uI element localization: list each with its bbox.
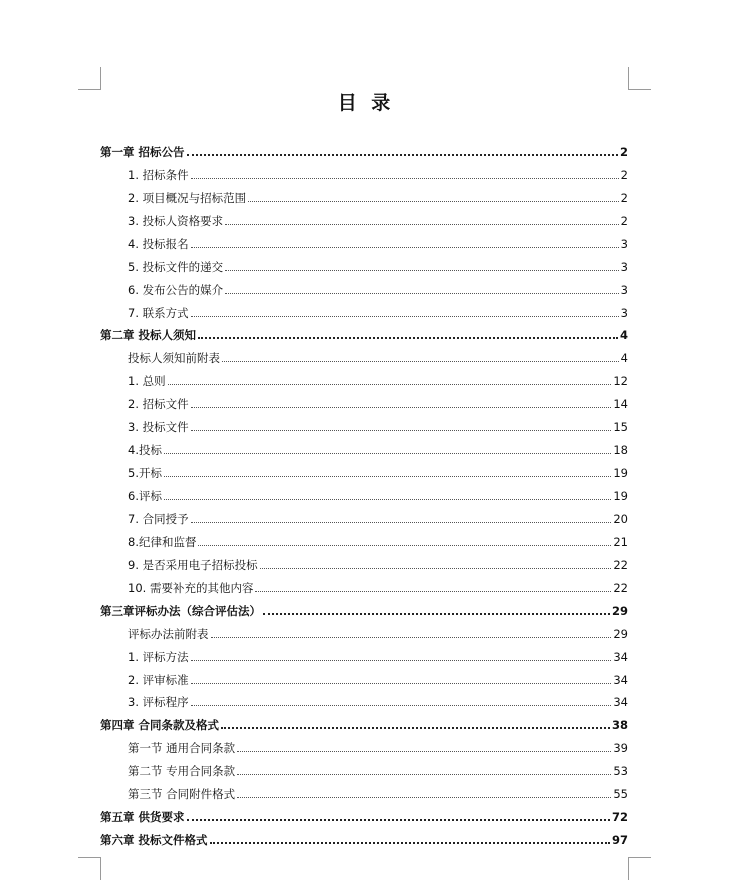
toc-entry-text: 8.纪律和监督 <box>128 534 197 549</box>
toc-page-number: 3 <box>620 282 628 297</box>
toc-page-number: 19 <box>613 489 628 503</box>
toc-entry-text: 5. 投标文件的递交 <box>128 259 224 274</box>
toc-page-number: 14 <box>613 397 628 412</box>
toc-page-number: 39 <box>613 741 628 756</box>
toc-entry-text: 3. 投标人资格要求 <box>128 213 224 228</box>
toc-dot-leader <box>187 154 618 156</box>
toc-section-entry[interactable] <box>100 389 628 412</box>
toc-page-number: 20 <box>613 511 628 526</box>
toc-section-entry[interactable] <box>100 206 628 229</box>
toc-entry-text: 6.评标 <box>128 489 162 503</box>
toc-entry-text: 2. 评审标准 <box>128 672 189 687</box>
toc-page-number: 22 <box>613 580 628 595</box>
toc-entry-text: 第二节 专用合同条款 <box>128 764 236 779</box>
crop-mark-top-left <box>78 67 101 90</box>
toc-entry-text: 第三节 合同附件格式 <box>128 787 236 802</box>
crop-mark-bottom-left <box>78 857 101 880</box>
toc-section-entry[interactable] <box>100 550 628 573</box>
toc-dot-leader <box>237 774 611 775</box>
toc-section-entry[interactable] <box>100 688 628 711</box>
toc-section-entry[interactable] <box>100 642 628 665</box>
toc-section-entry[interactable] <box>100 665 628 688</box>
toc-dot-leader <box>260 568 612 569</box>
toc-dot-leader <box>225 270 619 271</box>
toc-section-entry[interactable] <box>100 733 628 756</box>
toc-dot-leader <box>191 247 619 248</box>
toc-section-entry[interactable] <box>100 366 628 389</box>
toc-chapter-entry[interactable] <box>100 137 628 160</box>
toc-section-entry[interactable] <box>100 573 628 596</box>
toc-dot-leader <box>168 384 612 385</box>
toc-entry-text: 4. 投标报名 <box>128 236 189 251</box>
toc-dot-leader <box>164 499 611 500</box>
toc-section-entry[interactable] <box>100 504 628 527</box>
toc-entry-text: 评标办法前附表 <box>128 626 209 641</box>
toc-dot-leader <box>191 316 619 317</box>
toc-chapter-entry[interactable] <box>100 710 628 733</box>
crop-mark-bottom-right <box>628 857 651 880</box>
toc-entry-text: 第六章 投标文件格式 <box>100 833 208 848</box>
toc-page-number: 34 <box>613 695 628 710</box>
toc-dot-leader <box>237 751 611 752</box>
toc-dot-leader <box>255 591 611 592</box>
toc-page-number: 2 <box>619 144 628 159</box>
toc-page-number: 29 <box>613 626 628 641</box>
toc-dot-leader <box>191 178 619 179</box>
table-of-contents <box>100 137 628 848</box>
crop-mark-top-right <box>628 67 651 90</box>
toc-section-entry[interactable] <box>100 343 628 366</box>
toc-entry-text: 第四章 合同条款及格式 <box>100 718 220 733</box>
toc-page-number: 72 <box>611 810 628 825</box>
toc-dot-leader <box>237 797 611 798</box>
toc-section-entry[interactable] <box>100 160 628 183</box>
toc-section-entry[interactable] <box>100 183 628 206</box>
toc-section-entry[interactable] <box>100 481 628 504</box>
toc-chapter-entry[interactable] <box>100 802 628 825</box>
toc-page-number: 29 <box>611 603 628 618</box>
toc-page-number: 34 <box>613 672 628 687</box>
toc-page-number: 53 <box>613 764 628 779</box>
toc-dot-leader <box>211 637 612 638</box>
toc-entry-text: 9. 是否采用电子招标投标 <box>128 557 258 572</box>
toc-page-number: 3 <box>620 236 628 251</box>
toc-dot-leader <box>263 613 610 615</box>
toc-dot-leader <box>210 842 610 844</box>
toc-entry-text: 第二章 投标人须知 <box>100 328 197 343</box>
toc-title: 目 录 <box>337 92 395 114</box>
toc-entry-text: 3. 评标程序 <box>128 695 189 710</box>
toc-chapter-entry[interactable] <box>100 321 628 344</box>
toc-dot-leader <box>191 683 612 684</box>
toc-entry-text: 7. 联系方式 <box>128 305 189 320</box>
toc-section-entry[interactable] <box>100 527 628 550</box>
toc-section-entry[interactable] <box>100 619 628 642</box>
toc-section-entry[interactable] <box>100 756 628 779</box>
toc-dot-leader <box>187 819 610 821</box>
toc-page-number: 22 <box>613 557 628 572</box>
toc-page-number: 97 <box>611 833 628 848</box>
toc-entry-text: 5.开标 <box>128 466 162 481</box>
toc-section-entry[interactable] <box>100 252 628 275</box>
toc-dot-leader <box>191 522 612 523</box>
toc-dot-leader <box>191 407 612 408</box>
toc-dot-leader <box>198 337 618 339</box>
toc-page-number: 4 <box>620 351 628 366</box>
toc-page-number: 21 <box>613 534 628 549</box>
toc-dot-leader <box>191 430 612 431</box>
toc-page-number: 12 <box>613 374 628 389</box>
toc-entry-text: 第一节 通用合同条款 <box>128 741 236 756</box>
toc-dot-leader <box>225 293 619 294</box>
toc-entry-text: 7. 合同授予 <box>128 511 189 526</box>
toc-page-number: 19 <box>613 466 628 481</box>
toc-dot-leader <box>198 545 611 546</box>
toc-page-number: 34 <box>613 649 628 664</box>
toc-entry-text: 2. 项目概况与招标范围 <box>128 190 247 205</box>
toc-entry-text: 第一章 招标公告 <box>100 144 185 159</box>
toc-entry-text: 1. 评标方法 <box>128 649 189 664</box>
toc-entry-text: 1. 招标条件 <box>128 167 189 182</box>
toc-page-number: 4 <box>619 328 628 343</box>
toc-section-entry[interactable] <box>100 458 628 481</box>
toc-page-number: 55 <box>613 787 628 802</box>
toc-page-number: 18 <box>613 443 628 458</box>
toc-page-number: 2 <box>620 190 628 205</box>
toc-page-number: 38 <box>611 718 628 733</box>
toc-entry-text: 6. 发布公告的媒介 <box>128 282 224 297</box>
toc-dot-leader <box>164 476 611 477</box>
toc-section-entry[interactable] <box>100 412 628 435</box>
toc-dot-leader <box>248 201 619 202</box>
toc-entry-text: 第五章 供货要求 <box>100 810 185 825</box>
toc-entry-text: 4.投标 <box>128 443 162 458</box>
toc-chapter-entry[interactable] <box>100 825 628 848</box>
toc-chapter-entry[interactable] <box>100 596 628 619</box>
toc-dot-leader <box>191 705 612 706</box>
toc-dot-leader <box>225 224 619 225</box>
toc-entry-text: 10. 需要补充的其他内容 <box>128 580 254 595</box>
toc-section-entry[interactable] <box>100 435 628 458</box>
toc-entry-text: 2. 招标文件 <box>128 397 189 412</box>
toc-section-entry[interactable] <box>100 298 628 321</box>
toc-dot-leader <box>221 727 610 729</box>
toc-page-number: 15 <box>613 420 628 435</box>
toc-page-number: 3 <box>620 305 628 320</box>
toc-entry-text: 第三章评标办法（综合评估法） <box>100 603 261 618</box>
toc-entry-text: 1. 总则 <box>128 374 166 389</box>
toc-dot-leader <box>164 453 611 454</box>
toc-dot-leader <box>191 660 612 661</box>
toc-page-number: 3 <box>620 259 628 274</box>
toc-section-entry[interactable] <box>100 779 628 802</box>
toc-page-number: 2 <box>620 167 628 182</box>
toc-section-entry[interactable] <box>100 275 628 298</box>
toc-entry-text: 投标人须知前附表 <box>128 351 220 366</box>
toc-entry-text: 3. 投标文件 <box>128 420 189 435</box>
toc-dot-leader <box>222 361 619 362</box>
toc-section-entry[interactable] <box>100 229 628 252</box>
toc-page-number: 2 <box>620 213 628 228</box>
